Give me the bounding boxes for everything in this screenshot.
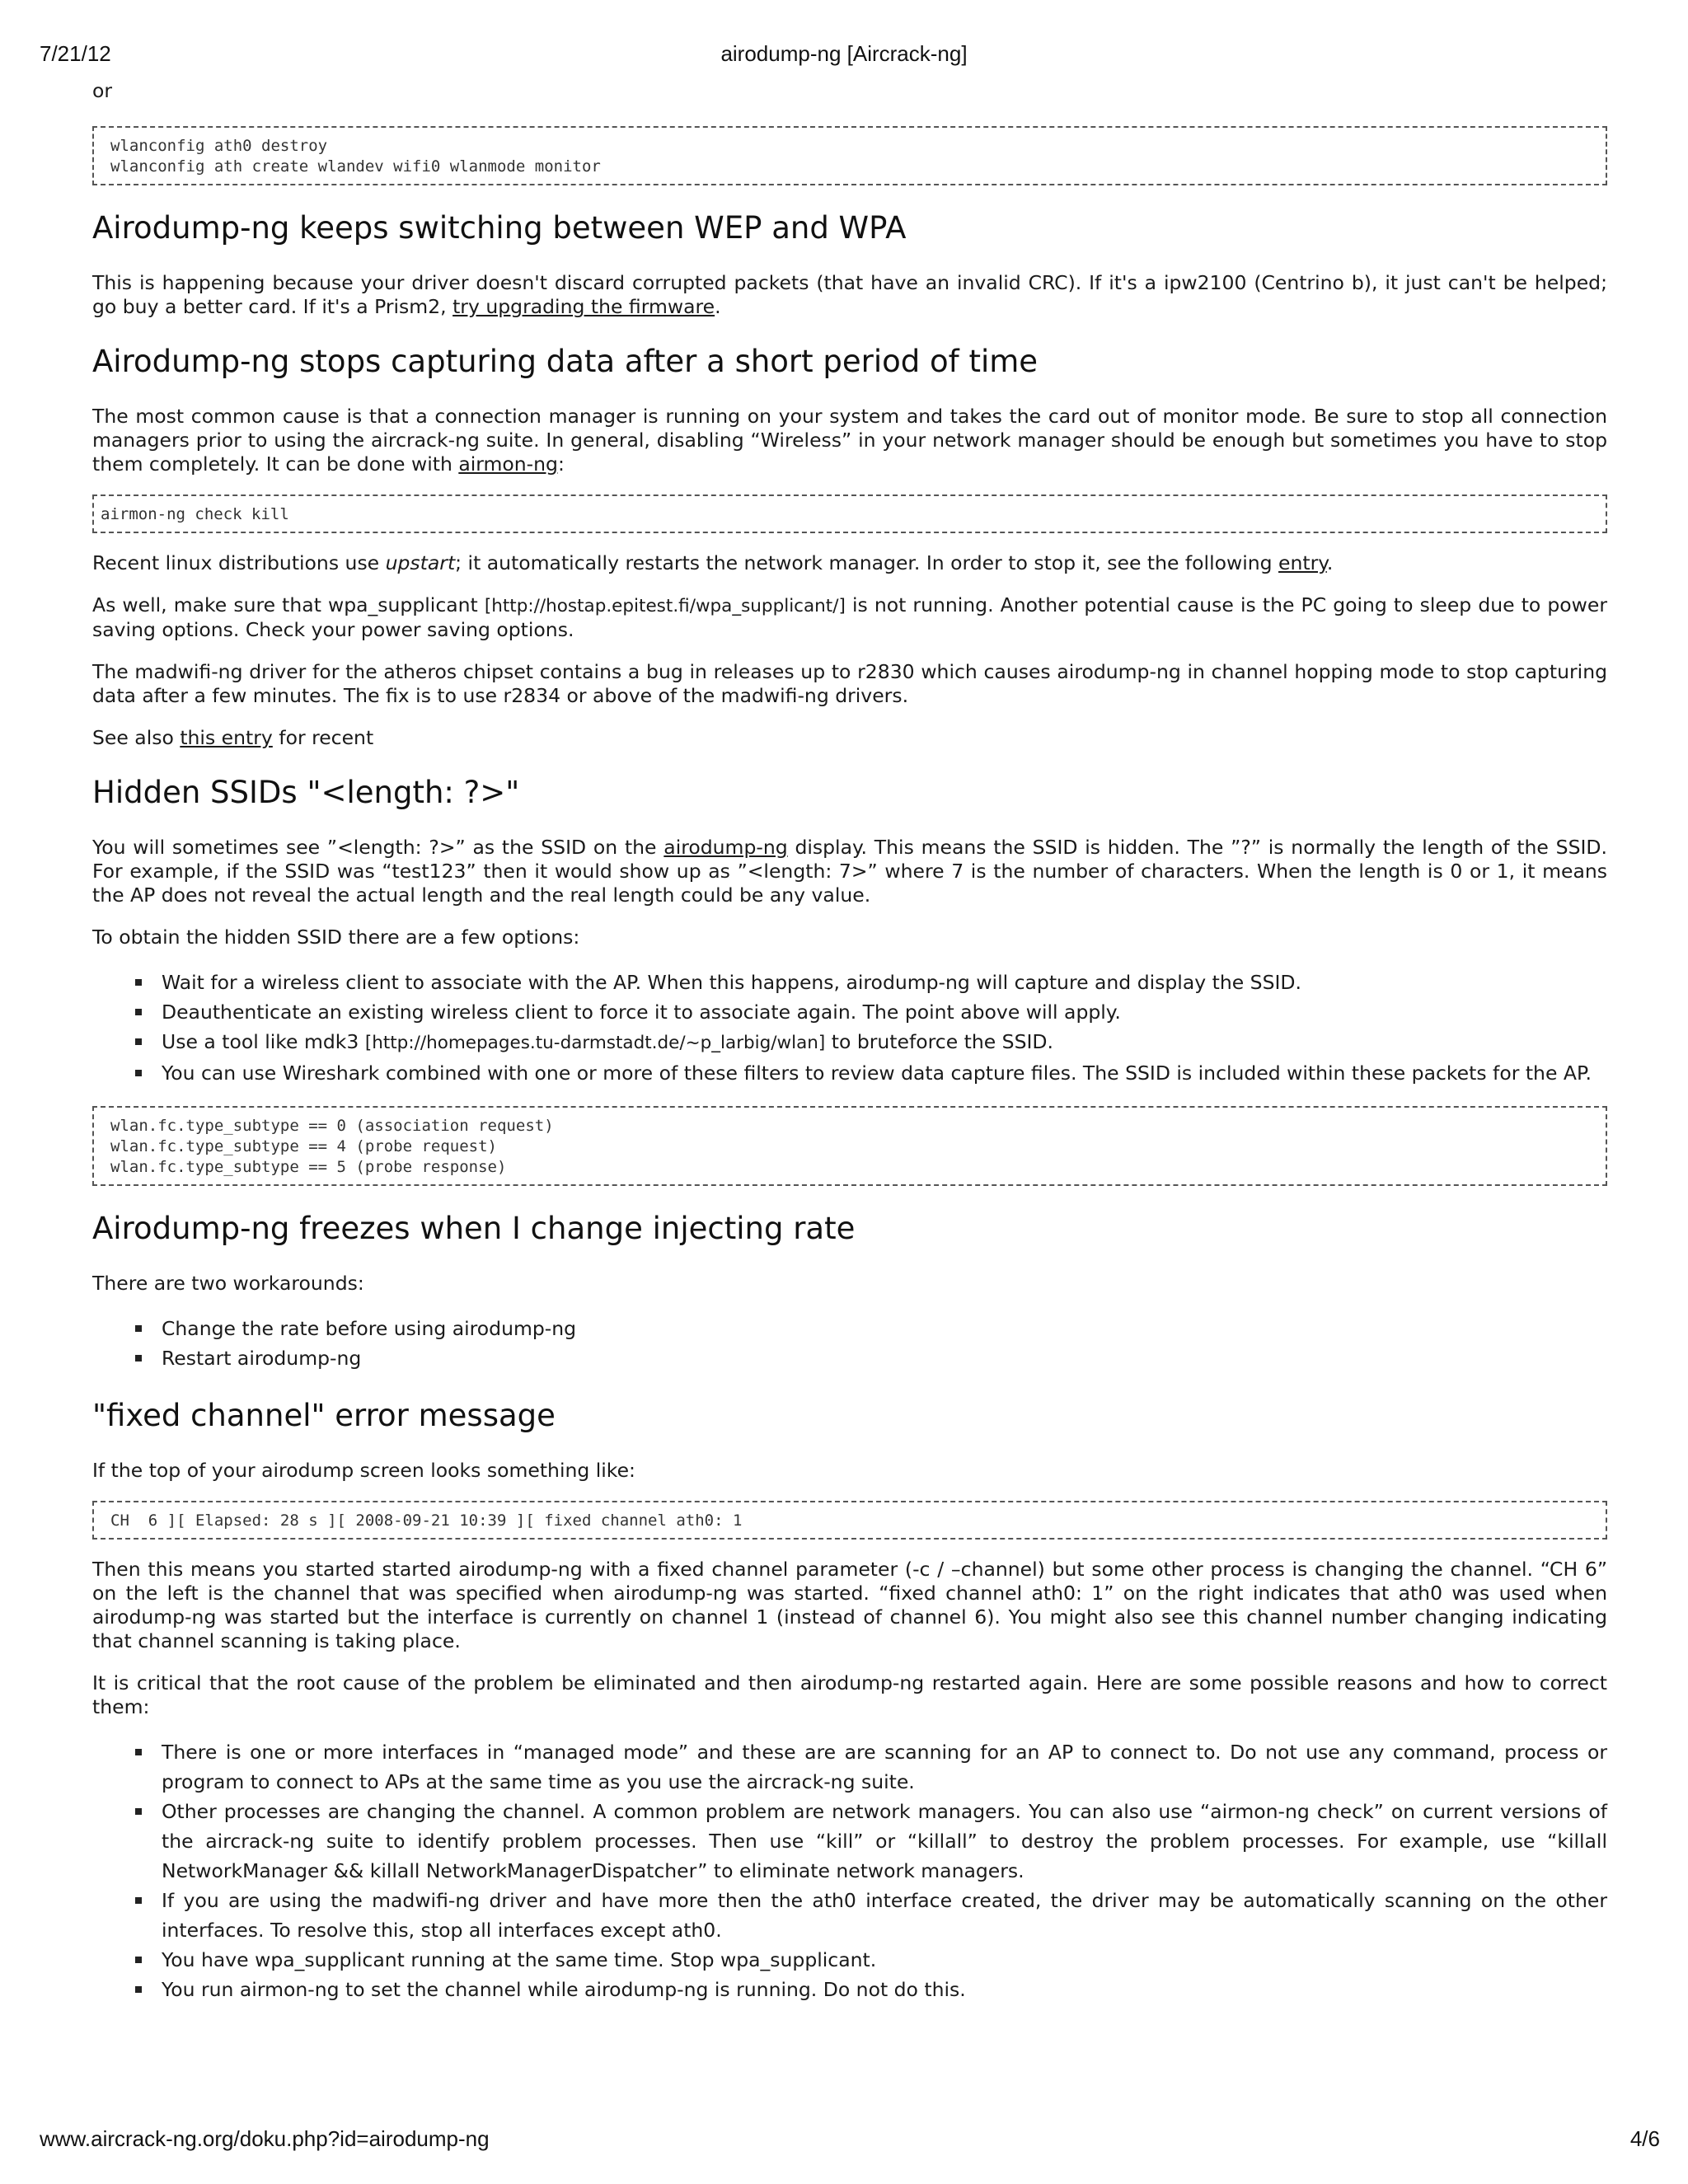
- paragraph-wep-wpa: This is happening because your driver doesn't discard corrupted packets (that have an invalid CRC). If it's a ipw2100 (Centrino b), it just can't be helped; go buy a better card. If it's a Prism2, try upgrading the firmware.: [92, 271, 1607, 318]
- print-date: 7/21/12: [40, 41, 111, 66]
- list-item: Other processes are changing the channel. A common problem are network managers. You can also use “airmon-ng check” on current versions of the aircrack-ng suite to identify problem processes. Then use “kill” or “killall” to destroy the problem processes. For example, use “killall NetworkManager && killall NetworkManagerDispatcher” to eliminate network managers.: [162, 1797, 1607, 1886]
- paragraph-top-of-screen: If the top of your airodump screen looks something like:: [92, 1459, 635, 1482]
- print-page-title: airodump-ng [Aircrack-ng]: [720, 41, 968, 66]
- link-upgrade-firmware[interactable]: try upgrading the firmware: [452, 295, 715, 318]
- heading-freezes-injecting-rate: Airodump-ng freezes when I change injecting rate: [92, 1211, 856, 1246]
- paragraph-madwifi-bug: The madwifi-ng driver for the atheros chipset contains a bug in releases up to r2830 which causes airodump-ng in channel hopping mode to stop capturing data after a few minutes. The fix is to use r2834 or above of the madwifi-ng drivers.: [92, 660, 1607, 707]
- code-block-wireshark-filters: wlan.fc.type_subtype == 0 (association request) wlan.fc.type_subtype == 4 (probe request) wlan.fc.type_subtype == 5 (probe response): [92, 1106, 1607, 1186]
- url-mdk3: [http://homepages.tu-darmstadt.de/~p_larbig/wlan]: [364, 1033, 826, 1053]
- list-item: Use a tool like mdk3 [http://homepages.tu-darmstadt.de/~p_larbig/wlan] to bruteforce the SSID.: [162, 1027, 1607, 1058]
- heading-hidden-ssids: Hidden SSIDs "<length: ?>": [92, 775, 520, 810]
- paragraph-fixed-channel-explanation: Then this means you started started airodump-ng with a fixed channel parameter (-c / –channel) but some other process is changing the channel. “CH 6” on the left is the channel that was specified when airodump-ng was started. “fixed channel ath0: 1” on the right indicates that ath0 was used when airodump-ng was started but the interface is currently on channel 1 (instead of channel 6). You might also see this channel number changing indicating that channel scanning is taking place.: [92, 1558, 1607, 1652]
- heading-fixed-channel: "fixed channel" error message: [92, 1398, 556, 1433]
- list-item: You run airmon-ng to set the channel while airodump-ng is running. Do not do this.: [162, 1975, 1607, 2004]
- page-number: 4/6: [1629, 2126, 1660, 2151]
- intro-or: or: [92, 79, 113, 102]
- paragraph-workarounds: There are two workarounds:: [92, 1272, 364, 1295]
- link-this-entry[interactable]: this entry: [180, 726, 273, 749]
- link-airodump-ng[interactable]: airodump-ng: [663, 836, 788, 859]
- paragraph-obtain-ssid: To obtain the hidden SSID there are a few options:: [92, 926, 580, 949]
- code-block-airmon-check-kill: airmon-ng check kill: [92, 494, 1607, 533]
- list-item: Restart airodump-ng: [162, 1343, 1607, 1373]
- list-workarounds: [92, 1314, 1607, 1373]
- code-block-wlanconfig: wlanconfig ath0 destroy wlanconfig ath create wlandev wifi0 wlanmode monitor: [92, 126, 1607, 185]
- paragraph-root-cause: It is critical that the root cause of the problem be eliminated and then airodump-ng restarted again. Here are some possible reasons and how to correct them:: [92, 1671, 1607, 1718]
- list-item: There is one or more interfaces in “managed mode” and these are are scanning for an AP to connect to. Do not use any command, process or program to connect to APs at the same time as you use the aircrack-ng suite.: [162, 1737, 1607, 1797]
- url-wpa-supplicant: [http://hostap.epitest.fi/wpa_supplicant/]: [484, 596, 846, 616]
- paragraph-see-also: See also this entry for recent: [92, 726, 374, 749]
- link-airmon-ng[interactable]: airmon-ng: [458, 452, 558, 476]
- link-entry[interactable]: entry: [1278, 551, 1327, 574]
- print-url: www.aircrack-ng.org/doku.php?id=airodump-ng: [40, 2126, 490, 2151]
- paragraph-upstart: Recent linux distributions use upstart; it automatically restarts the network manager. In order to stop it, see the following entry.: [92, 551, 1334, 574]
- list-item: If you are using the madwifi-ng driver and have more then the ath0 interface created, the driver may be automatically scanning on the other interfaces. To resolve this, stop all interfaces except ath0.: [162, 1886, 1607, 1945]
- heading-stops-capturing: Airodump-ng stops capturing data after a short period of time: [92, 344, 1039, 379]
- paragraph-connection-manager: The most common cause is that a connection manager is running on your system and takes the card out of monitor mode. Be sure to stop all connection managers prior to using the aircrack-ng suite. In general, disabling “Wireless” in your network manager should be enough but sometimes you have to stop them completely. It can be done with airmon-ng:: [92, 405, 1607, 476]
- list-item: Deauthenticate an existing wireless client to force it to associate again. The point above will apply.: [162, 997, 1607, 1027]
- heading-wep-wpa-switching: Airodump-ng keeps switching between WEP and WPA: [92, 210, 907, 246]
- paragraph-hidden-ssid: You will sometimes see ”<length: ?>” as the SSID on the airodump-ng display. This means the SSID is hidden. The ”?” is normally the length of the SSID. For example, if the SSID was “test123” then it would show up as ”<length: 7>” where 7 is the number of characters. When the length is 0 or 1, it means the AP does not reveal the actual length and the real length could be any value.: [92, 836, 1607, 907]
- list-ssid-options: [92, 968, 1607, 1088]
- list-item: Wait for a wireless client to associate with the AP. When this happens, airodump-ng will capture and display the SSID.: [162, 968, 1607, 997]
- paragraph-wpa-supplicant: As well, make sure that wpa_supplicant [http://hostap.epitest.fi/wpa_supplicant/] is not running. Another potential cause is the PC going to sleep due to power saving options. Check your power saving options.: [92, 593, 1608, 641]
- document-body: [92, 79, 1607, 2022]
- list-fixed-channel-reasons: [92, 1737, 1607, 2004]
- list-item: You can use Wireshark combined with one or more of these filters to review data capture files. The SSID is included within these packets for the AP.: [162, 1058, 1607, 1088]
- code-block-fixed-channel: CH 6 ][ Elapsed: 28 s ][ 2008-09-21 10:39 ][ fixed channel ath0: 1: [92, 1501, 1607, 1540]
- list-item: You have wpa_supplicant running at the same time. Stop wpa_supplicant.: [162, 1945, 1607, 1975]
- list-item: Change the rate before using airodump-ng: [162, 1314, 1607, 1343]
